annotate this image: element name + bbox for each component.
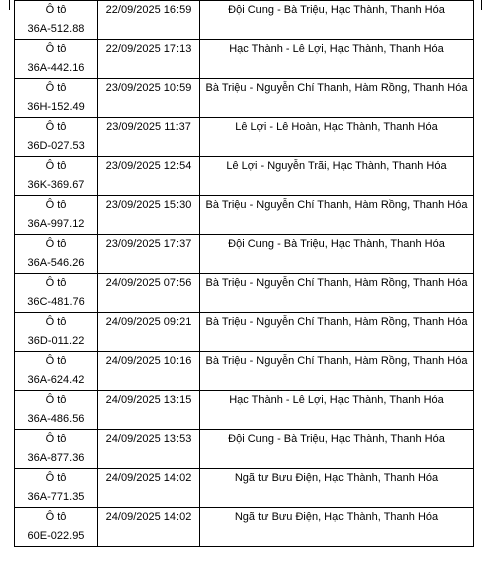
violation-time: 24/09/2025 10:16 [98, 352, 200, 391]
vehicle-type: Ô tô [45, 4, 67, 16]
vehicle-type: Ô tô [45, 472, 67, 484]
license-plate: 36A-877.36 [27, 452, 85, 464]
table-row [15, 391, 474, 430]
violation-time: 22/09/2025 17:13 [98, 40, 200, 79]
table-row [15, 40, 474, 79]
vehicle-type: Ô tô [45, 121, 67, 133]
vehicle-cell [15, 196, 98, 235]
vehicle-type: Ô tô [45, 199, 67, 211]
license-plate: 36A-546.26 [27, 257, 85, 269]
violation-location: Đội Cung - Bà Triệu, Hạc Thành, Thanh Hóa [200, 430, 474, 469]
vehicle-type: Ô tô [45, 43, 67, 55]
violation-location: Ngã tư Bưu Điện, Hạc Thành, Thanh Hóa [200, 508, 474, 547]
violation-table-body [15, 1, 474, 547]
violation-location: Đội Cung - Bà Triệu, Hạc Thành, Thanh Hóa [200, 1, 474, 40]
license-plate: 36D-027.53 [27, 140, 85, 152]
vehicle-cell [15, 313, 98, 352]
violation-time: 24/09/2025 14:02 [98, 469, 200, 508]
vehicle-type: Ô tô [45, 277, 67, 289]
violation-time: 23/09/2025 11:37 [98, 118, 200, 157]
violation-time: 24/09/2025 13:15 [98, 391, 200, 430]
violation-location: Hạc Thành - Lê Lợi, Hạc Thành, Thanh Hóa [200, 391, 474, 430]
violation-location: Ngã tư Bưu Điện, Hạc Thành, Thanh Hóa [200, 469, 474, 508]
table-row [15, 196, 474, 235]
license-plate: 36A-771.35 [27, 491, 85, 503]
violation-location: Lê Lợi - Nguyễn Trãi, Hạc Thành, Thanh Hóa [200, 157, 474, 196]
vehicle-type: Ô tô [45, 316, 67, 328]
license-plate: 36K-369.67 [27, 179, 85, 191]
license-plate: 36A-512.88 [27, 23, 85, 35]
vehicle-cell [15, 157, 98, 196]
vehicle-cell [15, 508, 98, 547]
table-row [15, 508, 474, 547]
license-plate: 36C-481.76 [27, 296, 85, 308]
vehicle-cell [15, 235, 98, 274]
violation-location: Đội Cung - Bà Triệu, Hạc Thành, Thanh Hóa [200, 235, 474, 274]
vehicle-type: Ô tô [45, 394, 67, 406]
vehicle-type: Ô tô [45, 355, 67, 367]
violation-time: 24/09/2025 14:02 [98, 508, 200, 547]
vehicle-type: Ô tô [45, 433, 67, 445]
violation-location: Bà Triệu - Nguyễn Chí Thanh, Hàm Rồng, Thanh Hóa [200, 79, 474, 118]
table-row [15, 235, 474, 274]
violation-table [14, 0, 474, 547]
table-row [15, 118, 474, 157]
vehicle-cell [15, 469, 98, 508]
vehicle-cell [15, 1, 98, 40]
table-row [15, 79, 474, 118]
document-table-container [14, 0, 474, 547]
violation-time: 24/09/2025 13:53 [98, 430, 200, 469]
table-row [15, 313, 474, 352]
violation-location: Lê Lợi - Lê Hoàn, Hạc Thành, Thanh Hóa [200, 118, 474, 157]
vehicle-cell [15, 118, 98, 157]
table-row [15, 157, 474, 196]
violation-time: 22/09/2025 16:59 [98, 1, 200, 40]
violation-time: 23/09/2025 12:54 [98, 157, 200, 196]
violation-time: 23/09/2025 17:37 [98, 235, 200, 274]
violation-time: 24/09/2025 09:21 [98, 313, 200, 352]
violation-time: 24/09/2025 07:56 [98, 274, 200, 313]
license-plate: 36D-011.22 [27, 335, 85, 347]
vehicle-cell [15, 391, 98, 430]
violation-time: 23/09/2025 15:30 [98, 196, 200, 235]
page-edge-mark-right [481, 0, 482, 10]
violation-location: Bà Triệu - Nguyễn Chí Thanh, Hàm Rồng, Thanh Hóa [200, 196, 474, 235]
vehicle-type: Ô tô [45, 160, 67, 172]
page-edge-mark-left [9, 0, 10, 10]
table-row [15, 274, 474, 313]
vehicle-type: Ô tô [45, 238, 67, 250]
violation-location: Bà Triệu - Nguyễn Chí Thanh, Hàm Rồng, Thanh Hóa [200, 352, 474, 391]
violation-location: Bà Triệu - Nguyễn Chí Thanh, Hàm Rồng, Thanh Hóa [200, 313, 474, 352]
vehicle-cell [15, 274, 98, 313]
table-row [15, 469, 474, 508]
violation-location: Bà Triệu - Nguyễn Chí Thanh, Hàm Rồng, Thanh Hóa [200, 274, 474, 313]
license-plate: 36A-442.16 [27, 62, 85, 74]
license-plate: 36H-152.49 [27, 101, 85, 113]
violation-time: 23/09/2025 10:59 [98, 79, 200, 118]
license-plate: 60E-022.95 [27, 530, 85, 542]
vehicle-type: Ô tô [45, 511, 67, 523]
table-row [15, 1, 474, 40]
vehicle-cell [15, 79, 98, 118]
vehicle-type: Ô tô [45, 82, 67, 94]
table-row [15, 430, 474, 469]
license-plate: 36A-624.42 [27, 374, 85, 386]
vehicle-cell [15, 352, 98, 391]
license-plate: 36A-997.12 [27, 218, 85, 230]
table-row [15, 352, 474, 391]
vehicle-cell [15, 40, 98, 79]
violation-location: Hạc Thành - Lê Lợi, Hạc Thành, Thanh Hóa [200, 40, 474, 79]
vehicle-cell [15, 430, 98, 469]
license-plate: 36A-486.56 [27, 413, 85, 425]
